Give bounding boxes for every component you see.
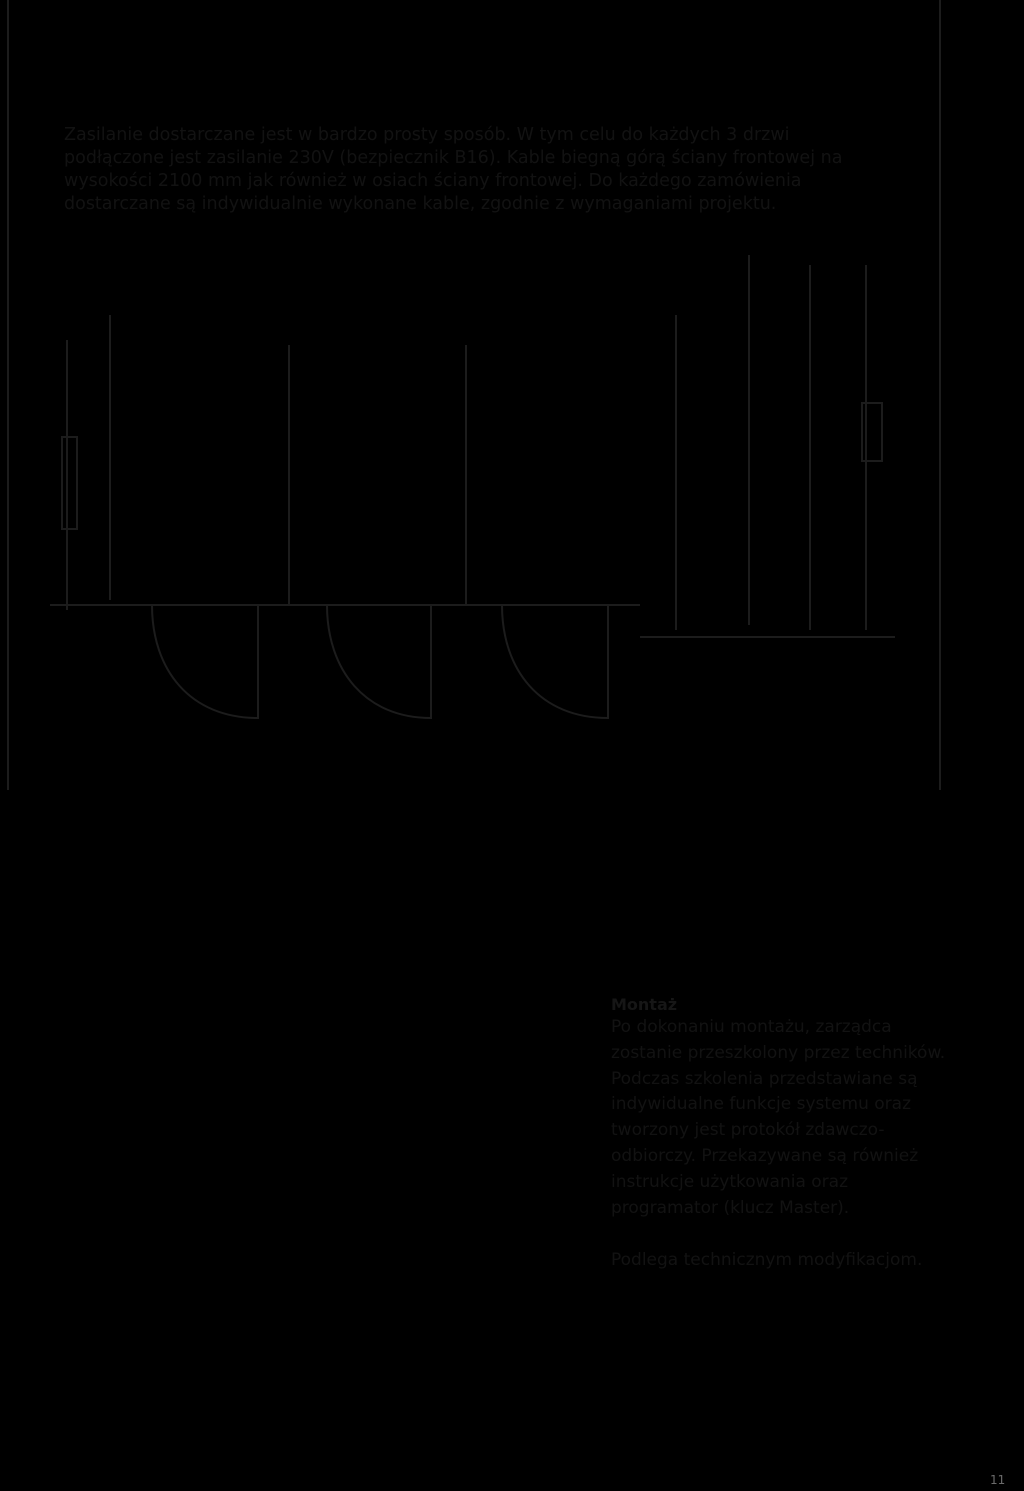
montaz-section (611, 995, 951, 1274)
technical-note: Podlega technicznym modyfikacjom. (611, 1250, 923, 1271)
door-swing-3 (502, 605, 608, 718)
montaz-heading: Montaż (611, 995, 678, 1014)
door-swing-2 (327, 605, 431, 718)
page-number: 11 (990, 1473, 1006, 1487)
door-swing-1 (152, 605, 258, 718)
montaz-body: Po dokonaniu montażu, zarządca zostanie przeszkolony przez techników. Podczas szkolenia przedstawiane są indywidualne funkcje systemu oraz tworzony jest protokół zdawczo-odbiorczy. Przekazywane są również instrukcje użytkowania oraz programator (klucz Master). (611, 1017, 946, 1218)
outlet-box-left (62, 437, 77, 529)
intro-paragraph: Zasilanie dostarczane jest w bardzo prosty sposób. W tym celu do każdych 3 drzwi podłączone jest zasilanie 230V (bezpiecznik B16). Kable biegną górą ściany frontowej na wysokości 2100 mm jak również w osiach ściany frontowej. Do każdego zamówienia dostarczane są indywidualnie wykonane kable, zgodnie z wymaganiami projektu. (64, 125, 843, 214)
